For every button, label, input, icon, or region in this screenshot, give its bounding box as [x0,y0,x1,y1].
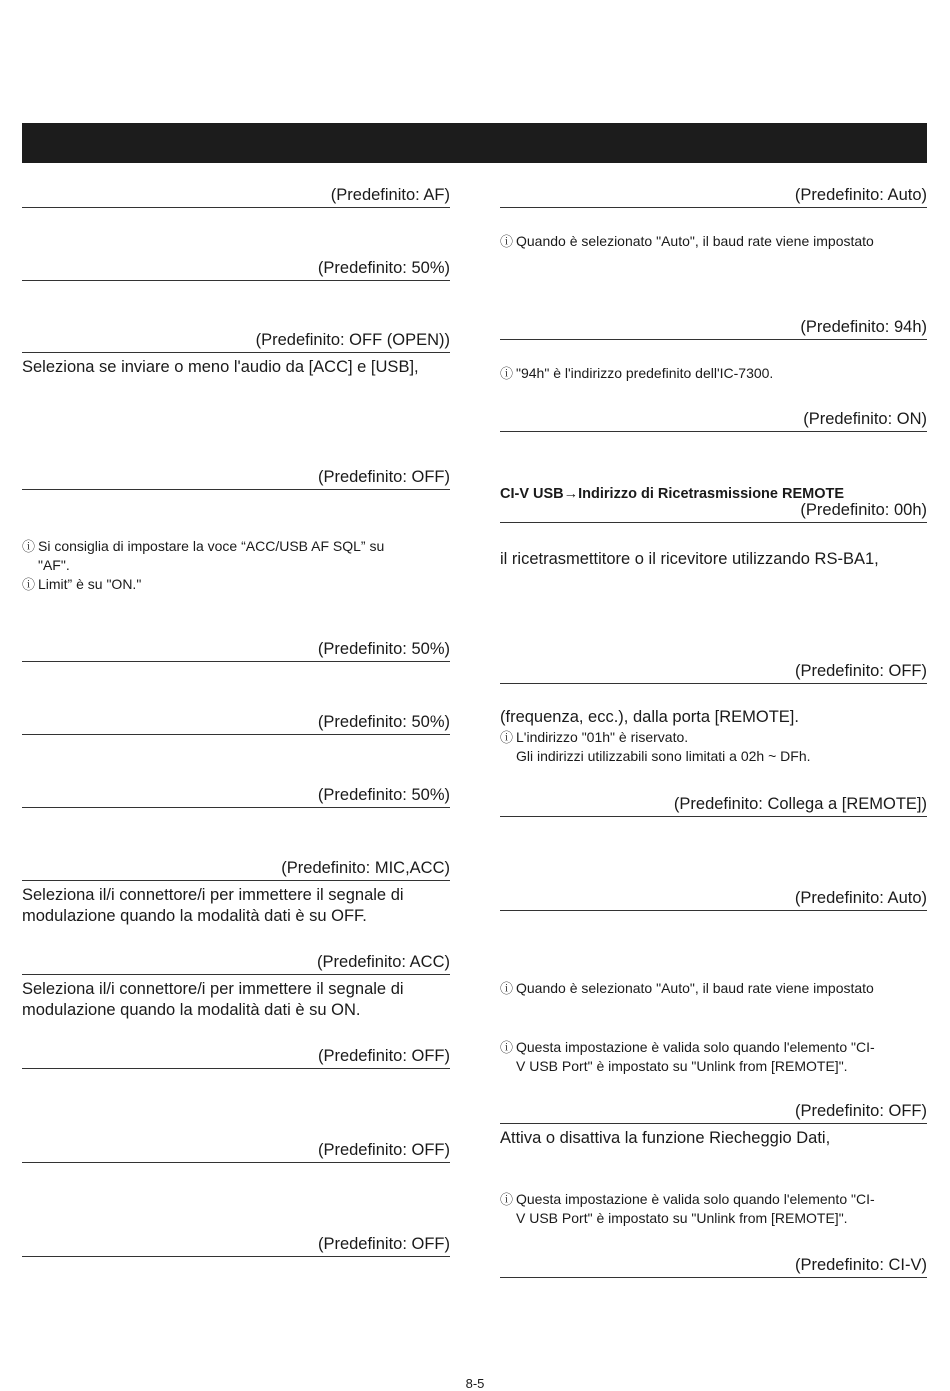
default-value: (Predefinito: ON) [803,410,927,428]
note: ⓘ "94h" è l'indirizzo predefinito dell'IC-7300. [500,365,774,381]
right-setting-5 [500,660,927,766]
section-header-band [22,123,927,163]
right-setting-9 [500,1254,927,1278]
info-icon: ⓘ [500,981,514,996]
description: Seleziona se inviare o meno l'audio da [ACC] e [USB], [22,358,419,376]
note: ⓘ Si consiglia di impostare la voce “ACC/USB AF SQL” su [22,538,385,554]
default-value: (Predefinito: Collega a [REMOTE]) [673,795,927,813]
left-setting-12 [22,1233,450,1257]
default-value: (Predefinito: Auto) [794,186,927,204]
default-value: (Predefinito: MIC,ACC) [281,859,450,877]
right-setting-3 [500,408,927,432]
description: modulazione quando la modalità dati è su OFF. [22,907,367,925]
right-setting-6 [500,793,927,817]
info-icon: ⓘ [500,366,514,381]
setting-title: CI-V USB→Indirizzo di Ricetrasmissione REMOTE [500,486,845,502]
left-setting-2 [22,257,450,281]
right-setting-8 [500,1100,927,1228]
left-setting-10 [22,1045,450,1069]
note: ⓘ Quando è selezionato "Auto", il baud rate viene impostato [500,233,874,249]
default-value: (Predefinito: OFF) [794,1102,927,1120]
default-value: (Predefinito: ACC) [317,953,450,971]
default-value: (Predefinito: 50%) [317,640,450,658]
note-continued: V USB Port" è impostato su "Unlink from [REMOTE]". [516,1058,848,1074]
left-setting-4 [22,466,450,594]
description: Seleziona il/i connettore/i per immettere il segnale di [22,980,404,998]
default-value: (Predefinito: 50%) [317,259,450,277]
right-setting-4 [500,486,927,570]
description: Attiva o disattiva la funzione Riecheggio Dati, [500,1129,831,1147]
note-continued: V USB Port" è impostato su "Unlink from [REMOTE]". [516,1210,848,1226]
left-setting-5 [22,638,450,662]
default-value: (Predefinito: CI-V) [794,1256,927,1274]
page-number: 8-5 [465,1376,485,1391]
default-value: (Predefinito: 00h) [800,501,927,519]
info-icon: ⓘ [500,1192,514,1207]
info-icon: ⓘ [22,577,36,592]
note: ⓘ L'indirizzo "01h" è riservato. [500,729,689,745]
default-value: (Predefinito: 50%) [317,786,450,804]
left-setting-6 [22,711,450,735]
left-setting-7 [22,784,450,808]
note: ⓘ Quando è selezionato "Auto", il baud rate viene impostato [500,980,874,996]
info-icon: ⓘ [500,234,514,249]
right-setting-2 [500,316,927,383]
description: Seleziona il/i connettore/i per immettere il segnale di [22,886,404,904]
description: (frequenza, ecc.), dalla porta [REMOTE]. [500,708,799,726]
default-value: (Predefinito: AF) [330,186,450,204]
default-value: (Predefinito: OFF) [317,1141,450,1159]
left-setting-9 [22,951,450,1021]
right-setting-1 [500,184,927,251]
default-value: (Predefinito: OFF) [317,468,450,486]
right-setting-7 [500,887,927,1076]
note: ⓘ Questa impostazione è valida solo quando l'elemento "CI- [500,1191,875,1207]
left-setting-8 [22,857,450,927]
note: ⓘ Questa impostazione è valida solo quando l'elemento "CI- [500,1039,875,1055]
info-icon: ⓘ [500,1040,514,1055]
default-value: (Predefinito: 50%) [317,713,450,731]
default-value: (Predefinito: 94h) [800,318,927,336]
left-setting-3 [22,329,450,378]
info-icon: ⓘ [500,730,514,745]
default-value: (Predefinito: OFF) [794,662,927,680]
description: modulazione quando la modalità dati è su ON. [22,1001,361,1019]
default-value: (Predefinito: Auto) [794,889,927,907]
info-icon: ⓘ [22,539,36,554]
note-continued: Gli indirizzi utilizzabili sono limitati a 02h ~ DFh. [516,748,811,764]
default-value: (Predefinito: OFF) [317,1235,450,1253]
default-value: (Predefinito: OFF) [317,1047,450,1065]
left-setting-1 [22,184,450,208]
note-continued: Limit” è su "ON." [38,576,142,592]
note-continued: "AF". [38,557,70,573]
default-value: (Predefinito: OFF (OPEN)) [255,331,450,349]
left-setting-11 [22,1139,450,1163]
description: il ricetrasmettitore o il ricevitore utilizzando RS-BA1, [500,550,879,568]
